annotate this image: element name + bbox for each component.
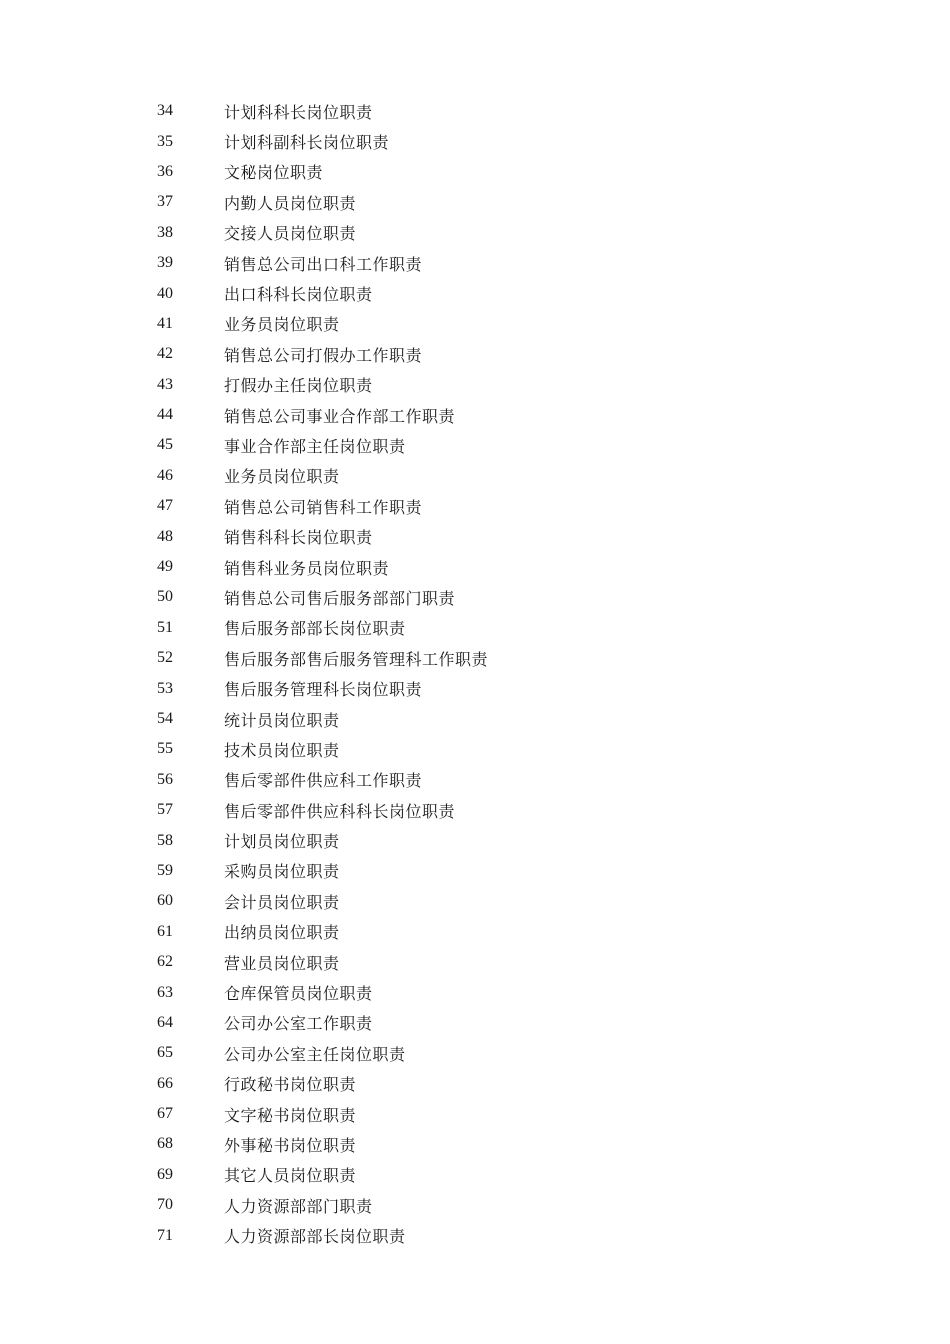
toc-entry: [157, 613, 488, 643]
toc-entry-number: 65: [157, 1044, 173, 1062]
toc-entry-number: 45: [157, 436, 173, 454]
toc-entry-title: 文字秘书岗位职责: [224, 1105, 357, 1125]
toc-entry: [157, 552, 488, 582]
toc-entry-title: 交接人员岗位职责: [224, 224, 357, 244]
toc-entry-title: 会计员岗位职责: [224, 892, 340, 912]
toc-entry: [157, 521, 488, 551]
toc-entry-number: 34: [157, 102, 173, 120]
toc-entry-title: 出口科科长岗位职责: [224, 285, 373, 305]
toc-entry-title: 营业员岗位职责: [224, 953, 340, 973]
toc-entry: [157, 339, 488, 369]
toc-entry-number: 40: [157, 284, 173, 302]
toc-entry-title: 销售总公司售后服务部部门职责: [224, 588, 456, 608]
toc-entry-number: 42: [157, 345, 173, 363]
toc-entry-title: 仓库保管员岗位职责: [224, 984, 373, 1004]
toc-entry-number: 56: [157, 770, 173, 788]
toc-entry-number: 52: [157, 649, 173, 667]
toc-entry: [157, 886, 488, 916]
toc-entry: [157, 765, 488, 795]
toc-entry: [157, 1220, 488, 1250]
toc-entry-number: 39: [157, 254, 173, 272]
toc-entry: [157, 400, 488, 430]
toc-entry-number: 36: [157, 162, 173, 180]
toc-entry: [157, 218, 488, 248]
toc-entry-number: 70: [157, 1196, 173, 1214]
toc-entry: [157, 643, 488, 673]
toc-entry: [157, 917, 488, 947]
toc-entry-number: 66: [157, 1074, 173, 1092]
toc-entry-number: 41: [157, 314, 173, 332]
toc-entry: [157, 157, 488, 187]
toc-entry: [157, 1069, 488, 1099]
toc-entry-number: 59: [157, 861, 173, 879]
toc-entry-number: 43: [157, 375, 173, 393]
toc-entry-number: 63: [157, 983, 173, 1001]
toc-entry: [157, 248, 488, 278]
toc-entry: [157, 977, 488, 1007]
toc-entry-number: 57: [157, 801, 173, 819]
toc-entry-title: 销售总公司销售科工作职责: [224, 497, 423, 517]
toc-entry-number: 54: [157, 710, 173, 727]
toc-entry: [157, 430, 488, 460]
toc-entry-title: 人力资源部部长岗位职责: [224, 1227, 406, 1247]
toc-entry-number: 38: [157, 223, 173, 241]
toc-entry-number: 50: [157, 588, 173, 606]
toc-entry-title: 业务员岗位职责: [224, 315, 340, 335]
toc-entry: [157, 1008, 488, 1038]
toc-entry-title: 计划科科长岗位职责: [224, 102, 373, 122]
toc-entry: [157, 704, 488, 734]
toc-entry-number: 48: [157, 527, 173, 545]
toc-entry: [157, 309, 488, 339]
toc-entry: [157, 1129, 488, 1159]
toc-entry-title: 打假办主任岗位职责: [224, 376, 373, 396]
toc-entry-number: 71: [157, 1226, 173, 1244]
toc-entry-number: 46: [157, 466, 173, 484]
toc-entry-title: 售后服务部部长岗位职责: [224, 619, 406, 639]
toc-entry-title: 事业合作部主任岗位职责: [224, 436, 406, 456]
toc-entry: [157, 1160, 488, 1190]
toc-entry-number: 51: [157, 618, 173, 636]
toc-entry-title: 计划科副科长岗位职责: [224, 133, 390, 153]
toc-entry-title: 销售总公司出口科工作职责: [224, 254, 423, 274]
toc-entry-number: 62: [157, 953, 173, 971]
toc-entry-number: 69: [157, 1165, 173, 1183]
toc-entry-title: 公司办公室主任岗位职责: [224, 1044, 406, 1064]
toc-entry-number: 60: [157, 892, 173, 910]
toc-entry-number: 64: [157, 1013, 173, 1031]
toc-entry-title: 采购员岗位职责: [224, 862, 340, 882]
toc-entry: [157, 370, 488, 400]
toc-entry: [157, 461, 488, 491]
toc-entry-title: 计划员岗位职责: [224, 832, 340, 852]
toc-entry: [157, 491, 488, 521]
toc-entry: [157, 187, 488, 217]
toc-entry-number: 67: [157, 1105, 173, 1123]
toc-entry-number: 68: [157, 1135, 173, 1153]
toc-entry-number: 53: [157, 679, 173, 697]
toc-entry: [157, 1190, 488, 1220]
toc-entry: [157, 582, 488, 612]
toc-entry-title: 其它人员岗位职责: [224, 1166, 357, 1186]
toc-entry-title: 售后服务管理科长岗位职责: [224, 680, 423, 700]
toc-entry-number: 49: [157, 558, 173, 576]
toc-entry: [157, 96, 488, 126]
toc-entry: [157, 673, 488, 703]
toc-entry: [157, 734, 488, 764]
toc-entry-title: 公司办公室工作职责: [224, 1014, 373, 1034]
toc-entry-title: 文秘岗位职责: [224, 163, 324, 183]
toc-entry-number: 44: [157, 406, 173, 424]
toc-entry-title: 销售总公司事业合作部工作职责: [224, 406, 456, 426]
toc-entry: [157, 278, 488, 308]
toc-entry-title: 技术员岗位职责: [224, 740, 340, 760]
toc-entry-number: 58: [157, 831, 173, 849]
toc-entry: [157, 126, 488, 156]
toc-entry-number: 47: [157, 497, 173, 515]
toc-entry-title: 售后零部件供应科工作职责: [224, 771, 423, 791]
toc-entry: [157, 1099, 488, 1129]
toc-entry: [157, 947, 488, 977]
toc-entry: [157, 825, 488, 855]
toc-entry-title: 售后零部件供应科科长岗位职责: [224, 801, 456, 821]
toc-entry-title: 售后服务部售后服务管理科工作职责: [224, 649, 489, 669]
toc-entry-title: 行政秘书岗位职责: [224, 1075, 357, 1095]
toc-entry-number: 61: [157, 922, 173, 940]
toc-entry: [157, 1038, 488, 1068]
toc-entry-title: 出纳员岗位职责: [224, 923, 340, 943]
toc-list: [157, 96, 488, 1251]
toc-entry: [157, 795, 488, 825]
toc-entry-title: 销售科业务员岗位职责: [224, 558, 390, 578]
toc-entry-title: 外事秘书岗位职责: [224, 1135, 357, 1155]
toc-entry-title: 人力资源部部门职责: [224, 1196, 373, 1216]
toc-entry-number: 37: [157, 193, 173, 211]
toc-entry-title: 业务员岗位职责: [224, 467, 340, 487]
toc-entry-number: 35: [157, 132, 173, 150]
toc-entry-title: 统计员岗位职责: [224, 710, 340, 730]
toc-entry-number: 55: [157, 740, 173, 758]
toc-entry: [157, 856, 488, 886]
toc-entry-title: 内勤人员岗位职责: [224, 193, 357, 213]
toc-entry-title: 销售总公司打假办工作职责: [224, 345, 423, 365]
toc-entry-title: 销售科科长岗位职责: [224, 528, 373, 548]
